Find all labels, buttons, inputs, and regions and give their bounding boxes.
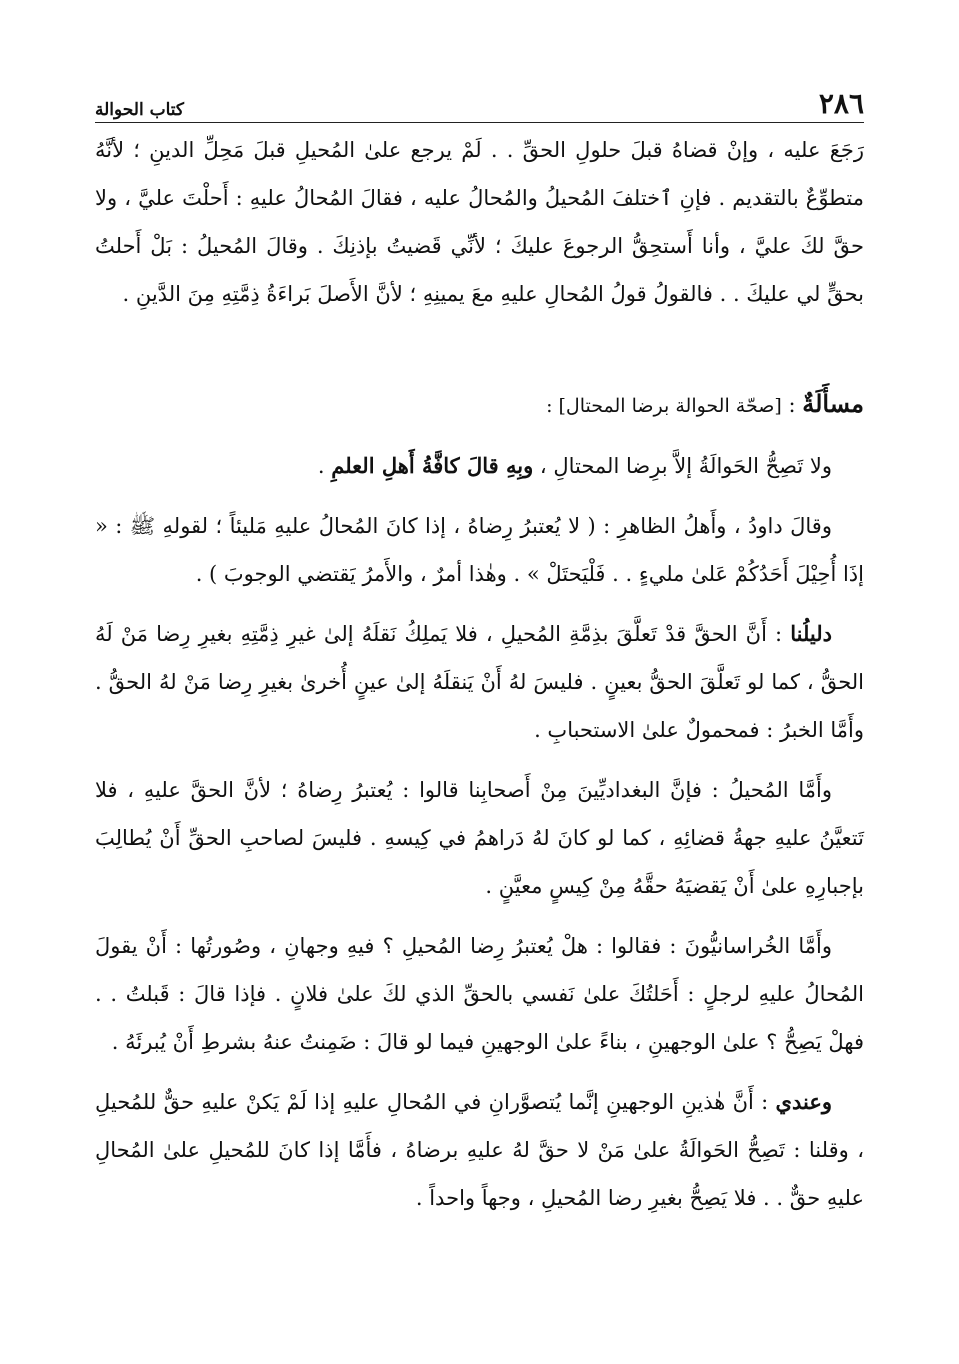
issue-label: مسأَلَةٌ	[802, 389, 864, 418]
evidence-text: : أَنَّ الحقَّ قدْ تَعلَّقَ بذِمَّةِ المُحيلِ ، فلا يَملِكُ نَقلَهُ إلىٰ غيرِ ذِمَّتِهِ بغيرِ رِضا مَنْ لَهُ الحقُّ ، كما لو تَعلَّقَ الحقُّ بعينٍ . فليسَ لهُ أَنْ يَنقلَهُ إلىٰ عينٍ أُخرىٰ بغيرِ رِضا مَنْ لهُ الحقُّ . وأَمَّا الخبرُ : فمحمولٌ علىٰ الاستحبابِ .	[95, 622, 864, 742]
author-view-text: : أَنَّ هٰذينِ الوجهينِ إنَّما يُتصوَّرانِ في المُحالِ عليهِ إذا لَمْ يَكنْ عليهِ حقٌّ للمُحيلِ ، وقلنا : تَصِحُّ الحَوالَةُ علىٰ مَنْ لا حقَّ لهُ عليهِ برضاهُ ، فأَمَّا إذا كانَ للمُحيلِ علىٰ المُحالِ عليهِ حقٌّ . . فلا يَصِحُّ بغيرِ رضا المُحيلِ ، وجهاً واحداً .	[95, 1090, 864, 1210]
running-title: كتاب الحوالة	[95, 100, 185, 120]
evidence-label: دليلُنا	[790, 621, 832, 646]
paragraph-evidence	[95, 610, 864, 754]
page-number: ٢٨٦	[818, 87, 864, 120]
paragraph-baghdadis: وأَمَّا المُحيلُ : فإنَّ البغداديِّينَ مِنْ أَصحابِنا قالوا : يُعتبرُ رِضاهُ ؛ لأنَّ الحقَّ عليهِ ، فلا تَتعيَّنُ عليهِ جهةُ قضائِهِ ، كما لو كانَ لهُ دَراهمُ في كِيسهِ . فليسَ لصاحبِ الحقِّ أَنْ يُطالِبَ بإجبارِهِ علىٰ أَنْ يَقضيَهُ حقَّهُ مِنْ كِيسٍ معيَّنٍ .	[95, 778, 864, 898]
paragraph-dawud: وقالَ داودُ ، وأَهلُ الظاهرِ : ( لا يُعتبرُ رِضاهُ ، إذا كانَ المُحالُ عليهِ مَليئاً ؛ لقولهِ ﷺ : « إذَا أُحِيْلَ أَحَدُكُمْ عَلىٰ مليءٍ . . فَلْيَحتَلْ » . وهٰذا أمرٌ ، والأَمرُ يَقتضي الوجوبَ ) .	[95, 514, 864, 586]
paragraph-khurasanis: وأَمَّا الخُراسانيُّونَ : فقالوا : هلْ يُعتبرُ رِضا المُحيلِ ؟ فيهِ وجهانِ ، وصُورتُها : أَنْ يقولَ المُحالُ عليهِ لرجلٍ : أَحَلتُكَ علىٰ نَفسي بالحقِّ الذي لكَ علىٰ فلانٍ . فإذا قالَ : قَبلتُ . . فهلْ يَصِحُّ ؟ علىٰ الوجهينِ ، بناءً علىٰ الوجهينِ فيما لو قالَ : ضَمِنتُ عنهُ بشرطِ أَنْ يُبرئَهُ .	[95, 934, 864, 1054]
header-rule	[95, 122, 864, 123]
issue-title: [صحّة الحوالة برضا المحتال] :	[546, 395, 782, 417]
author-view-label: وعندي	[775, 1089, 832, 1114]
issue-heading	[95, 380, 864, 430]
paragraph-continuation: رَجَعَ عليه ، وإنْ قضاهُ قبلَ حلولِ الحقِّ . . لَمْ يرجع علىٰ المُحيلِ قبلَ مَحِلِّ الدينِ ؛ لأنَّهُ متطوِّعٌ بالتقديم . فإنِ ٱختلفَ المُحيلُ والمُحالُ عليه ، فقالَ المُحالُ عليهِ : أَحلْتَ عليَّ ، ولا حقَّ لكَ عليَّ ، وأنا أَستحِقُّ الرجوعَ عليكَ ؛ لأنِّي قَضيتُ بإذنِكَ . وقالَ المُحيلُ : بَلْ أَحلتُ بحقٍّ لي عليكَ . . فالقولُ قولُ المُحالِ عليهِ معَ يمينِهِ ؛ لأنَّ الأَصلَ بَراءَةُ ذِمَّتِهِ مِنَ الدَّينِ .	[95, 138, 864, 306]
issue-colon: :	[781, 393, 803, 417]
paragraph-ruling	[95, 442, 864, 490]
ruling-text: ولا تَصِحُّ الحَوالَةُ إلاَّ برِضا المحتالِ ،	[533, 454, 832, 478]
page-body	[95, 126, 864, 1222]
ruling-consensus: وبِهِ قالَ كافَّةُ أَهلِ العلمِ	[331, 453, 534, 478]
ruling-end: .	[317, 454, 332, 478]
page-header	[95, 80, 864, 120]
paragraph-author-view	[95, 1078, 864, 1222]
